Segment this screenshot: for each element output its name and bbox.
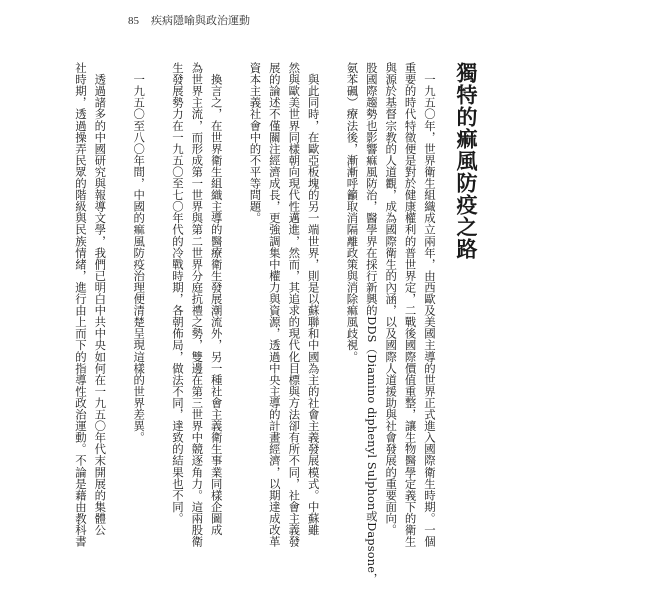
- text-column: 為世界主流，而形成第一世界與第二世界分庭抗禮之勢，雙邊在第三世界中競逐角力。這兩股衛: [190, 62, 205, 548]
- text-column: 一九五〇年，世界衛生組織成立兩年，由西歐及美國主導的世界正式進入國際衛生時期。一個: [423, 62, 437, 548]
- text-column: 展的論述不僅關注經濟成長，更強調集中權力與資源，透過中央主導的計畫經濟，以期達成改革: [267, 62, 282, 548]
- text-column: 透過諸多的中國研究與報導文學，我們已明白中共中央如何在一九五〇年代末開展的集體公: [93, 62, 108, 536]
- page-body: [71, 62, 479, 590]
- text-column: 生發展勢力在一九五〇至七〇年代的冷戰時期，各朝佈局，做法不同，達致的結果也不同。: [170, 62, 185, 524]
- running-title: 疾病隱喻與政治運動: [151, 14, 250, 27]
- running-header: [128, 12, 250, 28]
- text-column: 社時期，透過操弄民眾的階級與民族情緒，進行由上而下的指導性政治運動。不論是藉由教科書: [73, 62, 88, 548]
- text-column: 重要的時代特徵便是對於健康權利的普世界定，二戰後國際價值重整，讓生物醫學定義下的衛生: [403, 62, 418, 548]
- text-column: 與源於基督宗教的人道觀，成為國際衛生的內涵，以及國際人道援助與社會發展的重要面向。: [384, 62, 399, 536]
- page-number: 85: [128, 15, 139, 27]
- paragraph-gap: [109, 62, 128, 590]
- text-column: 資本主義社會中的不平等問題。: [248, 62, 263, 224]
- text-column: 股國際趨勢也影響痲風防治，醫學界在採行新興的DDS（Diamino diphenyl Sulphon或Dapsone，: [364, 62, 379, 585]
- paragraph-gap: [323, 62, 342, 590]
- text-column: 與此同時，在歐亞板塊的另一端世界，則是以蘇聯和中國為主的社會主義發展模式。中蘇雖: [306, 62, 321, 536]
- paragraph-gap: [226, 62, 245, 590]
- text-column: 然與歐美世界同樣朝向現代性邁進，然而，其追求的現代化目標與方法卻有所不同，社會主義發: [287, 62, 302, 548]
- section-title: 獨特的痲風防疫之路: [454, 62, 478, 260]
- paragraph-gap: [148, 62, 167, 590]
- text-column: 一九五〇至八〇年間，中國的痲風防疫治理便清楚呈現這樣的世界差異。: [132, 62, 147, 444]
- text-column: 氨苯碸）療法後，漸漸呼籲取消隔離政策與消除痲風歧視。: [345, 62, 360, 363]
- text-column: 換言之，在世界衛生組織主導的醫療衛生發展潮流外，另一種社會主義衛生事業同樣企圖成: [209, 62, 224, 536]
